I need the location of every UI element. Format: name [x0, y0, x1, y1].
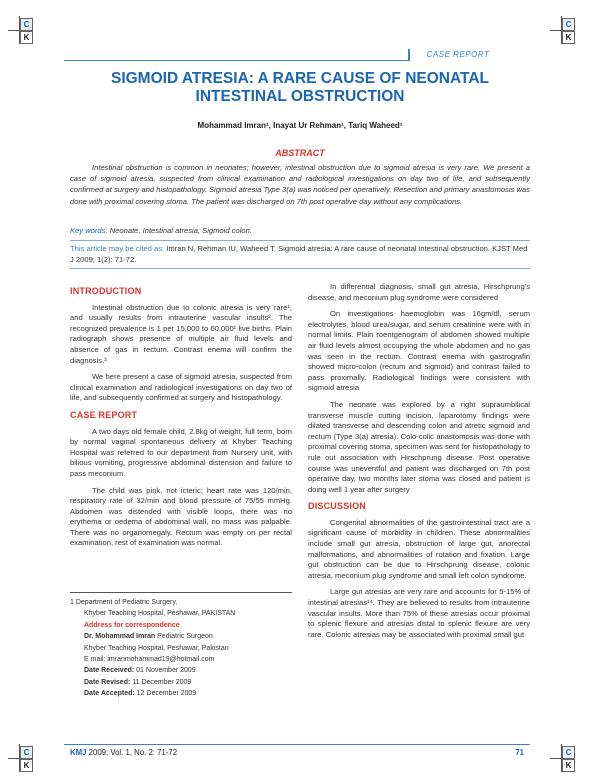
footer-citation — [70, 748, 177, 757]
paragraph: On investigations haemoglobin was 16gm/dl, serum electrolytes, blood urea/sugar, and serum creatinine were with in normal limits. Plain roentgenogram of abdomen showed multiple air fluid levels almost occupying the whole abdomen and no gas was seen in the rectum. Contrast enema with gastrografin showed micro-colon (rectum and sigmoid) and contrast failed to pass proximally. Radiological findings were consistent with sigmoid atresia — [308, 309, 530, 393]
citation-box — [70, 240, 530, 269]
paragraph: Large gut atresias are very rare and accounts for 5-15% of intestinal atresias¹⁴. They are believed to results from intrauterine vascular insults. More than 75% of these atresias occur proximal to splenic flexure and atresias distal to splenic flexure are very rare. Colonic atresias may be associated with proximal small gut — [308, 587, 530, 639]
citation-text: Imran N, Rehman IU, Waheed T. Sigmoid atresia: A rare cause of neonatal intestinal obstruction. KJST Med J 2009; 1(2): 71-72. — [70, 244, 528, 264]
registration-mark-k: K — [20, 31, 33, 44]
registration-mark-c: C — [562, 18, 575, 31]
author-role: Pediatric Surgeon — [157, 633, 213, 641]
introduction-heading: INTRODUCTION — [70, 286, 142, 296]
keywords-label: Key words: — [70, 226, 108, 235]
paragraph: In differential diagnosis, small gut atresia, Hirschprung's disease, and meconium plug syndrome were considered — [308, 282, 530, 302]
citation-label: This article may be cited as: — [70, 244, 165, 253]
paragraph: A two days old female child, 2.8kg of weight, full term, born by normal vaginal spontaneous delivery at Khyber Teaching Hospital was referred to our department from Nursery unit, with bilious vomiting, progressive abdominal distension and failure to pass meconium. — [70, 426, 292, 478]
registration-mark-c: C — [20, 746, 33, 759]
article-title: SIGMOID ATRESIA: A RARE CAUSE OF NEONATAL INTESTINAL OBSTRUCTION — [110, 70, 490, 105]
date-received — [70, 665, 292, 676]
author-name: Dr. Mohammad Imran — [84, 633, 156, 641]
registration-mark-top-left — [8, 16, 32, 44]
journal-issue: 2009; Vol. 1, No. 2: 71-72 — [88, 748, 178, 757]
date-accepted — [70, 688, 292, 699]
registration-mark-c: C — [562, 746, 575, 759]
date-accepted-label: Date Accepted: — [84, 690, 135, 698]
paragraph: Congenital abnormalities of the gastrointestinal tract are a significant cause of morbidity in children. These abnormalities include small gut atresia, obstruction of large gut, anorectal malformations, and abnormalities of rotation and fixation. Large gut obstruction can be due to Hirschprung disease, colonic atresia, meconium plug syndrome and small left colon syndrome. — [308, 517, 530, 580]
page-number: 71 — [515, 748, 524, 757]
date-received-label: Date Received: — [84, 667, 135, 675]
date-revised-label: Date Revised: — [84, 678, 131, 686]
correspondence-email: E mail: imranmohammad19@hotmail.com — [84, 656, 215, 664]
date-received-value: 01 November 2009 — [136, 667, 196, 675]
date-accepted-value: 12 December 2009 — [136, 690, 197, 698]
keywords-text: Neonate, Intestinal atresia, Sigmoid colon. — [109, 226, 252, 235]
date-revised-value: 11 December 2009 — [132, 678, 192, 686]
section-tag: CASE REPORT — [408, 49, 506, 61]
registration-mark-k: K — [562, 31, 575, 44]
registration-mark-k: K — [20, 759, 33, 772]
paragraph: The neonate was explored by a right supraumbilical transverse muscle cutting incision, laparotomy findings were dilated transverse and descending colon and atretic sigmoid and rectum (Type 3(a) atresia). Colo-colic anastomosis was done with proximal covering stoma, specimen was sent for histopathology to rule out association with Hirschprung disease. Post operative course was uneventful and patient was discharged on 7th post operative day, two months later stoma was closed and patient is doing well 1 year after surgery — [308, 399, 530, 494]
footnote-department: 1 Department of Pediatric Surgery, — [70, 599, 178, 606]
correspondence-hospital: Khyber Teaching Hospital, Peshawar, Pakistan — [84, 644, 229, 652]
abstract-body — [70, 162, 530, 207]
registration-mark-bottom-right — [550, 744, 574, 772]
author-list: Mohammad Imran¹, Inayat Ur Rehman¹, Tariq Waheed¹ — [197, 121, 403, 130]
abstract-text: Intestinal obstruction is common in neonates; however, intestinal obstruction due to sigmoid atresia is very rare. We present a case of sigmoid atresia, suspected from clinical examination and radiological investigations on day two of life, and subsequently confirmed at surgery and histopathology. Sigmoid atresia Type 3(a) was noticed per operatively. Resection and primary anastomosis was done with proximal covering stoma. The patient was discharged on 7th post operative day without any complications. — [70, 163, 530, 206]
footnote — [70, 592, 292, 700]
paragraph: We here present a case of sigmoid atresia, suspected from clinical examination and radiological investigations on day two of life, and subsequently confirmed at surgery and histopathology. — [70, 372, 292, 403]
date-revised — [70, 677, 292, 688]
journal-abbrev: KMJ — [70, 748, 87, 757]
keywords — [70, 226, 530, 235]
registration-mark-k: K — [562, 759, 575, 772]
abstract-heading: ABSTRACT — [275, 148, 325, 158]
registration-mark-c: C — [20, 18, 33, 31]
page-footer — [64, 744, 530, 759]
discussion-heading: DISCUSSION — [308, 501, 367, 512]
registration-mark-top-right — [550, 16, 574, 44]
paragraph: The child was pink, not icteric; heart rate was 120/min, respiratory rate of 32/min and blood pressure of 75/55 mmHg. Abdomen was distended with visible loops, there was no erythema or oedema of abdominal wall, no mass was palpable. There was no organomegaly. Rectum was empty on per rectal examination, rest of examination was normal. — [70, 485, 292, 548]
case-report-heading: CASE REPORT — [70, 409, 138, 420]
footnote-hospital: Khyber Teaching Hospital, Peshawar, PAKISTAN — [84, 610, 236, 618]
registration-mark-bottom-left — [8, 744, 32, 772]
right-column — [308, 282, 530, 646]
correspondence-name — [70, 631, 292, 642]
left-column — [70, 283, 292, 555]
correspondence-label: Address for correspondence — [84, 621, 180, 629]
paragraph: Intestinal obstruction due to colonic atresia is very rare¹, and usually results from intrauterine vascular insults². The recognized prevalence is 1 per 15,000 to 60,000¹ live births. Plain radiograph shows presence of multiple air fluid levels and absence of gas in rectum. Contrast enema will confirm the diagnosis.³ — [70, 302, 292, 365]
